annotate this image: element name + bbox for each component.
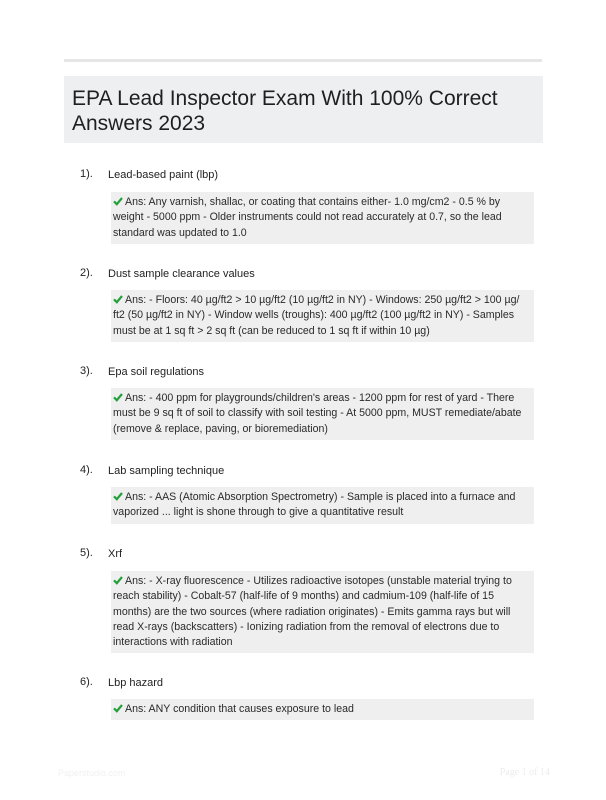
check-icon <box>113 491 123 501</box>
answer-box <box>111 571 534 653</box>
question-number: 3). <box>80 365 93 377</box>
title-banner <box>64 76 543 143</box>
document-title: EPA Lead Inspector Exam With 100% Correct Answers 2023 <box>72 87 498 135</box>
qa-item-4 <box>80 463 540 519</box>
qa-item-3 <box>80 364 540 435</box>
page-number: Page 1 of 14 <box>499 767 550 778</box>
qa-item-2 <box>80 266 540 337</box>
answer-text: Ans: - X-ray fluorescence - Utilizes radioactive isotopes (unstable material trying to reach stability) - Cobalt-57 (half-life of 9 months) and cadmium-109 (half-life of 15 months) are the two sources (where radiation originates) - Emits gamma rays but will read X-rays (backscatters) - Ionizing radiation from the removal of electrons due to interactions with radiation <box>113 575 512 649</box>
answer-box <box>111 699 534 720</box>
answer-box <box>111 290 534 342</box>
question-number: 4). <box>80 464 93 476</box>
question-text: Lbp hazard <box>108 677 164 689</box>
question-text: Epa soil regulations <box>108 366 205 378</box>
question-number: 1). <box>80 168 93 180</box>
check-icon <box>113 703 123 713</box>
footer-watermark: Paperstudio.com <box>58 768 126 778</box>
check-icon <box>113 196 123 206</box>
question-number: 2). <box>80 267 93 279</box>
answer-box <box>111 388 534 440</box>
qa-item-5 <box>80 546 540 649</box>
qa-item-1 <box>80 167 540 239</box>
check-icon <box>113 575 123 585</box>
question-text: Lead-based paint (lbp) <box>108 169 219 181</box>
answer-box <box>111 192 534 244</box>
answer-box <box>111 487 534 524</box>
answer-text: Ans: - AAS (Atomic Absorption Spectrometry) - Sample is placed into a furnace and vaporized ... light is shone through to give a quantitative result <box>113 491 516 519</box>
check-icon <box>113 294 123 304</box>
question-text: Lab sampling technique <box>108 465 225 477</box>
answer-text: Ans: Any varnish, shallac, or coating that contains either- 1.0 mg/cm2 - 0.5 % by weight - 5000 ppm - Older instruments could not read accurately at 0.7, so the lead standard was updated to 1.0 <box>113 196 502 239</box>
qa-item-6 <box>80 675 540 715</box>
answer-text: Ans: - 400 ppm for playgrounds/children's areas - 1200 ppm for rest of yard - There must be 9 sq ft of soil to classify with soil testing - At 5000 ppm, MUST remediate/abate (remove & replace, paving, or bioremediation) <box>113 392 522 435</box>
check-icon <box>113 392 123 402</box>
question-text: Xrf <box>108 548 123 560</box>
question-text: Dust sample clearance values <box>108 268 255 280</box>
question-number: 5). <box>80 547 93 559</box>
question-number: 6). <box>80 676 93 688</box>
top-divider <box>64 59 542 62</box>
answer-text: Ans: ANY condition that causes exposure to lead <box>125 703 354 715</box>
answer-text: Ans: - Floors: 40 µg/ft2 > 10 µg/ft2 (10 µg/ft2 in NY) - Windows: 250 µg/ft2 > 100 µg/ ft2 (50 µg/ft2 in NY) - Window wells (troughs): 400 µg/ft2 (100 µg/ft2 in NY) - Samples must be at 1 sq ft > 2 sq ft (can be reduced to 1 sq ft if within 10 µg) <box>113 294 520 337</box>
